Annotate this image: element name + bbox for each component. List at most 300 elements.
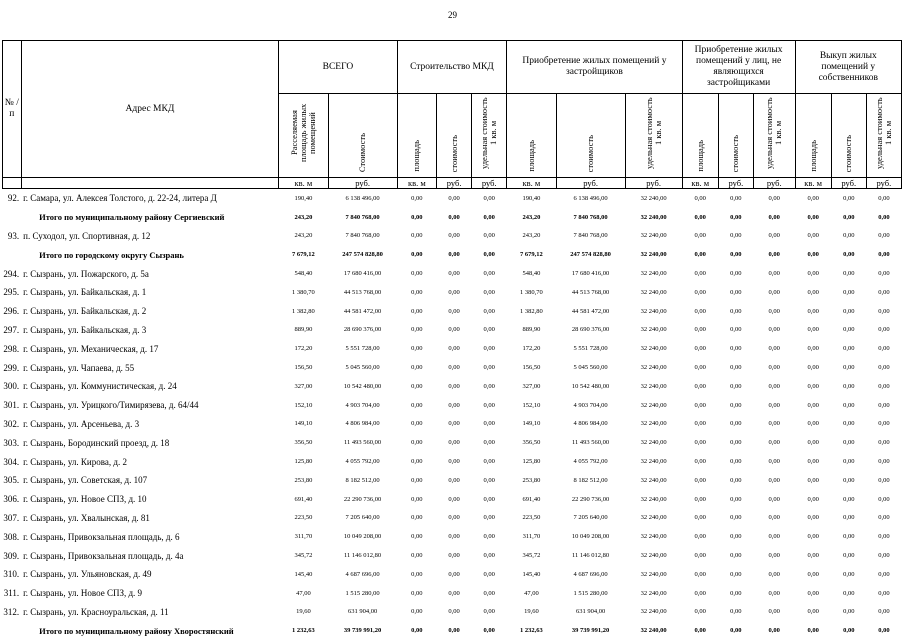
table-row bbox=[3, 433, 902, 452]
row-value: 0,00 bbox=[807, 420, 819, 428]
row-value: 8 182 512,00 bbox=[573, 476, 608, 484]
row-value: 0,00 bbox=[807, 382, 819, 390]
row-value: 0,00 bbox=[768, 476, 780, 484]
row-value: 0,00 bbox=[843, 382, 855, 390]
row-value: 345,72 bbox=[294, 552, 313, 560]
header-cost: стоимость bbox=[843, 134, 854, 172]
row-value: 156,50 bbox=[522, 364, 541, 372]
row-value: 32 240,00 bbox=[640, 552, 667, 560]
row-value: 0,00 bbox=[694, 533, 706, 541]
row-value: 32 240,00 bbox=[640, 251, 667, 259]
row-value: 0,00 bbox=[730, 495, 742, 503]
row-value: 190,40 bbox=[294, 194, 313, 202]
row-value: 0,00 bbox=[448, 364, 460, 372]
row-value: 0,00 bbox=[483, 533, 495, 541]
row-value: 0,00 bbox=[878, 194, 890, 202]
row-value: 5 551 728,00 bbox=[345, 345, 380, 353]
row-value: 32 240,00 bbox=[640, 270, 667, 278]
row-value: 0,00 bbox=[730, 458, 742, 466]
row-value: 172,20 bbox=[522, 345, 541, 353]
row-value: 47,00 bbox=[296, 589, 311, 597]
row-value: 0,00 bbox=[694, 458, 706, 466]
row-value: 32 240,00 bbox=[640, 495, 667, 503]
header-num: № /п bbox=[3, 41, 22, 178]
row-value: 0,00 bbox=[878, 627, 890, 635]
row-value: 0,00 bbox=[878, 570, 890, 578]
row-value: 1 380,70 bbox=[520, 288, 543, 296]
row-value: 0,00 bbox=[878, 552, 890, 560]
row-value: 691,40 bbox=[294, 495, 313, 503]
unit-label: руб. bbox=[472, 178, 507, 189]
row-value: 0,00 bbox=[843, 570, 855, 578]
table-row bbox=[3, 396, 902, 415]
row-value: 0,00 bbox=[730, 345, 742, 353]
row-value: 11 493 560,00 bbox=[344, 439, 382, 447]
row-value: 0,00 bbox=[448, 570, 460, 578]
header-unit-cost: удельная стоимость 1 кв. м bbox=[643, 97, 663, 169]
row-value: 0,00 bbox=[694, 570, 706, 578]
row-value: 0,00 bbox=[843, 533, 855, 541]
row-value: 0,00 bbox=[483, 213, 495, 221]
row-number: 311. bbox=[3, 588, 20, 599]
row-value: 0,00 bbox=[411, 232, 423, 240]
unit-label: руб. bbox=[866, 178, 901, 189]
header-unit-cost: удельная стоимость 1 кв. м bbox=[764, 97, 784, 169]
row-value: 311,70 bbox=[294, 533, 313, 541]
row-address: г. Сызрань, Бородинский проезд, д. 18 bbox=[23, 437, 170, 448]
row-value: 0,00 bbox=[768, 326, 780, 334]
table-row bbox=[3, 490, 902, 509]
table-row bbox=[3, 264, 902, 283]
row-value: 0,00 bbox=[807, 608, 819, 616]
row-value: 0,00 bbox=[483, 458, 495, 466]
row-value: 0,00 bbox=[768, 270, 780, 278]
row-value: 0,00 bbox=[730, 326, 742, 334]
row-address: г. Сызрань, ул. Пожарского, д. 5а bbox=[23, 268, 149, 279]
row-address: г. Сызрань, ул. Ульяновская, д. 49 bbox=[23, 569, 152, 580]
row-value: 0,00 bbox=[411, 326, 423, 334]
row-value: 0,00 bbox=[768, 251, 780, 259]
row-value: 0,00 bbox=[730, 476, 742, 484]
table-row bbox=[3, 302, 902, 321]
row-value: 889,90 bbox=[522, 326, 541, 334]
row-value: 0,00 bbox=[878, 589, 890, 597]
row-value: 0,00 bbox=[448, 401, 460, 409]
row-value: 4 903 704,00 bbox=[573, 401, 608, 409]
row-value: 0,00 bbox=[843, 270, 855, 278]
row-value: 10 049 208,00 bbox=[343, 533, 382, 541]
header-cost: стоимость bbox=[585, 134, 596, 172]
row-value: 0,00 bbox=[843, 364, 855, 372]
row-value: 0,00 bbox=[730, 533, 742, 541]
row-value: 7 840 768,00 bbox=[573, 232, 608, 240]
row-value: 0,00 bbox=[694, 288, 706, 296]
row-value: 32 240,00 bbox=[640, 608, 667, 616]
table-row bbox=[3, 603, 902, 622]
row-value: 125,80 bbox=[294, 458, 313, 466]
row-value: 0,00 bbox=[730, 213, 742, 221]
row-value: 0,00 bbox=[694, 213, 706, 221]
row-value: 0,00 bbox=[843, 608, 855, 616]
row-value: 32 240,00 bbox=[640, 288, 667, 296]
table-row bbox=[3, 358, 902, 377]
row-number: 92. bbox=[7, 193, 20, 204]
row-value: 0,00 bbox=[843, 251, 855, 259]
row-value: 0,00 bbox=[768, 608, 780, 616]
row-address: Итого по городскому округу Сызрань bbox=[39, 249, 184, 260]
row-value: 0,00 bbox=[411, 288, 423, 296]
row-value: 0,00 bbox=[694, 514, 706, 522]
row-value: 17 680 416,00 bbox=[571, 270, 610, 278]
row-value: 5 045 560,00 bbox=[345, 364, 380, 372]
row-value: 0,00 bbox=[730, 382, 742, 390]
row-address: г. Сызрань, ул. Красноуральская, д. 11 bbox=[23, 606, 169, 617]
table-row bbox=[3, 565, 902, 584]
total-row bbox=[3, 621, 902, 640]
row-value: 32 240,00 bbox=[640, 589, 667, 597]
row-value: 0,00 bbox=[448, 326, 460, 334]
row-value: 0,00 bbox=[843, 476, 855, 484]
row-value: 0,00 bbox=[694, 382, 706, 390]
row-value: 327,00 bbox=[522, 382, 541, 390]
row-value: 190,40 bbox=[522, 194, 541, 202]
row-value: 0,00 bbox=[807, 495, 819, 503]
row-number: 294. bbox=[3, 268, 20, 279]
row-value: 223,50 bbox=[522, 514, 541, 522]
row-value: 0,00 bbox=[807, 514, 819, 522]
row-number bbox=[3, 621, 22, 640]
row-value: 247 574 828,80 bbox=[342, 251, 383, 259]
row-value: 145,40 bbox=[522, 570, 541, 578]
row-value: 0,00 bbox=[878, 270, 890, 278]
row-value: 0,00 bbox=[807, 458, 819, 466]
row-value: 0,00 bbox=[768, 495, 780, 503]
row-value: 5 045 560,00 bbox=[573, 364, 608, 372]
total-row bbox=[3, 208, 902, 227]
row-value: 0,00 bbox=[448, 382, 460, 390]
row-value: 0,00 bbox=[807, 345, 819, 353]
row-value: 145,40 bbox=[294, 570, 313, 578]
row-value: 0,00 bbox=[807, 364, 819, 372]
row-value: 0,00 bbox=[878, 232, 890, 240]
row-number bbox=[3, 245, 22, 264]
row-value: 0,00 bbox=[807, 326, 819, 334]
row-value: 0,00 bbox=[878, 213, 890, 221]
row-value: 0,00 bbox=[768, 589, 780, 597]
row-value: 0,00 bbox=[694, 326, 706, 334]
table-row bbox=[3, 415, 902, 434]
table-row bbox=[3, 546, 902, 565]
row-value: 39 739 991,20 bbox=[571, 627, 610, 635]
row-value: 631 904,00 bbox=[575, 608, 606, 616]
unit-label: руб. bbox=[718, 178, 753, 189]
row-value: 47,00 bbox=[524, 589, 539, 597]
row-value: 0,00 bbox=[483, 382, 495, 390]
table-row bbox=[3, 509, 902, 528]
row-value: 4 806 984,00 bbox=[573, 420, 608, 428]
row-value: 0,00 bbox=[878, 420, 890, 428]
row-value: 0,00 bbox=[448, 552, 460, 560]
row-value: 7 679,12 bbox=[292, 251, 315, 259]
row-value: 0,00 bbox=[694, 495, 706, 503]
row-value: 0,00 bbox=[878, 401, 890, 409]
row-value: 0,00 bbox=[730, 627, 742, 635]
row-value: 0,00 bbox=[483, 514, 495, 522]
row-value: 0,00 bbox=[448, 495, 460, 503]
row-address: г. Сызрань, ул. Арсеньева, д. 3 bbox=[23, 418, 140, 429]
unit-label: кв. м bbox=[507, 178, 556, 189]
row-value: 22 290 736,00 bbox=[343, 495, 382, 503]
row-value: 0,00 bbox=[807, 401, 819, 409]
row-value: 0,00 bbox=[411, 533, 423, 541]
row-value: 0,00 bbox=[878, 326, 890, 334]
row-value: 0,00 bbox=[448, 627, 460, 635]
row-value: 0,00 bbox=[768, 232, 780, 240]
row-value: 0,00 bbox=[448, 589, 460, 597]
row-value: 0,00 bbox=[807, 232, 819, 240]
row-value: 4 806 984,00 bbox=[345, 420, 380, 428]
header-buyout-owners: Выкуп жилых помещений у собственников bbox=[795, 41, 901, 94]
row-value: 44 513 768,00 bbox=[343, 288, 382, 296]
row-value: 10 542 480,00 bbox=[343, 382, 382, 390]
row-value: 0,00 bbox=[411, 364, 423, 372]
row-value: 0,00 bbox=[448, 345, 460, 353]
header-area-total: Расселяемая площадь жилых помещений bbox=[288, 103, 317, 163]
row-value: 0,00 bbox=[448, 439, 460, 447]
row-value: 32 240,00 bbox=[640, 627, 667, 635]
row-value: 0,00 bbox=[768, 458, 780, 466]
row-value: 6 138 496,00 bbox=[345, 194, 380, 202]
row-value: 0,00 bbox=[483, 476, 495, 484]
row-value: 0,00 bbox=[694, 476, 706, 484]
row-value: 0,00 bbox=[694, 589, 706, 597]
row-value: 39 739 991,20 bbox=[343, 627, 382, 635]
row-value: 1 515 280,00 bbox=[573, 589, 608, 597]
row-value: 0,00 bbox=[807, 194, 819, 202]
row-value: 0,00 bbox=[807, 570, 819, 578]
header-unit-cost: удельная стоимость 1 кв. м bbox=[873, 97, 893, 169]
row-value: 0,00 bbox=[843, 194, 855, 202]
row-value: 0,00 bbox=[694, 552, 706, 560]
row-value: 0,00 bbox=[878, 307, 890, 315]
row-value: 0,00 bbox=[843, 326, 855, 334]
row-number: 306. bbox=[3, 494, 20, 505]
row-value: 0,00 bbox=[878, 345, 890, 353]
row-value: 0,00 bbox=[768, 288, 780, 296]
row-value: 22 290 736,00 bbox=[571, 495, 610, 503]
header-purchase-non-developers: Приобретение жилых помещений у лиц, не являющихся застройщиками bbox=[682, 41, 795, 94]
row-value: 0,00 bbox=[411, 307, 423, 315]
row-value: 0,00 bbox=[483, 608, 495, 616]
row-value: 149,10 bbox=[294, 420, 313, 428]
row-value: 0,00 bbox=[730, 401, 742, 409]
row-value: 0,00 bbox=[730, 251, 742, 259]
row-value: 0,00 bbox=[483, 420, 495, 428]
row-value: 0,00 bbox=[411, 570, 423, 578]
row-value: 0,00 bbox=[411, 251, 423, 259]
row-value: 7 205 640,00 bbox=[345, 514, 380, 522]
row-value: 0,00 bbox=[843, 232, 855, 240]
row-value: 0,00 bbox=[843, 401, 855, 409]
table-row bbox=[3, 584, 902, 603]
row-value: 32 240,00 bbox=[640, 213, 667, 221]
row-value: 0,00 bbox=[730, 439, 742, 447]
row-value: 0,00 bbox=[411, 608, 423, 616]
row-value: 4 687 696,00 bbox=[573, 570, 608, 578]
row-value: 0,00 bbox=[694, 194, 706, 202]
row-value: 0,00 bbox=[878, 288, 890, 296]
row-value: 0,00 bbox=[411, 345, 423, 353]
row-value: 0,00 bbox=[411, 382, 423, 390]
row-address: г. Сызрань, ул. Кирова, д. 2 bbox=[23, 456, 127, 467]
unit-label: руб. bbox=[831, 178, 866, 189]
row-value: 10 542 480,00 bbox=[571, 382, 610, 390]
row-value: 0,00 bbox=[730, 570, 742, 578]
row-value: 0,00 bbox=[878, 608, 890, 616]
row-value: 0,00 bbox=[768, 382, 780, 390]
row-value: 4 055 792,00 bbox=[573, 458, 608, 466]
row-value: 0,00 bbox=[448, 194, 460, 202]
row-value: 253,80 bbox=[294, 476, 313, 484]
row-value: 0,00 bbox=[448, 251, 460, 259]
row-value: 0,00 bbox=[483, 270, 495, 278]
row-value: 0,00 bbox=[483, 232, 495, 240]
row-address: г. Сызрань, ул. Механическая, д. 17 bbox=[23, 343, 159, 354]
row-value: 0,00 bbox=[730, 608, 742, 616]
header-cost: стоимость bbox=[730, 134, 741, 172]
row-value: 32 240,00 bbox=[640, 364, 667, 372]
row-value: 327,00 bbox=[294, 382, 313, 390]
row-value: 243,20 bbox=[294, 213, 313, 221]
row-number: 295. bbox=[3, 287, 20, 298]
unit-label: руб. bbox=[625, 178, 682, 189]
row-value: 0,00 bbox=[807, 288, 819, 296]
table-body bbox=[3, 189, 902, 640]
row-value: 1 382,80 bbox=[520, 307, 543, 315]
row-number: 304. bbox=[3, 456, 20, 467]
row-number: 296. bbox=[3, 306, 20, 317]
row-value: 0,00 bbox=[411, 439, 423, 447]
row-value: 0,00 bbox=[768, 533, 780, 541]
row-value: 149,10 bbox=[522, 420, 541, 428]
header-construction: Строительство МКД bbox=[397, 41, 507, 94]
row-value: 0,00 bbox=[768, 627, 780, 635]
unit-label: кв. м bbox=[795, 178, 831, 189]
row-value: 0,00 bbox=[843, 495, 855, 503]
row-value: 0,00 bbox=[448, 458, 460, 466]
row-address: г. Сызрань, ул. Урицкого/Тимирязева, д. 64/44 bbox=[23, 400, 199, 411]
row-number: 302. bbox=[3, 418, 20, 429]
row-value: 0,00 bbox=[483, 627, 495, 635]
table-row bbox=[3, 452, 902, 471]
unit-label: кв. м bbox=[397, 178, 436, 189]
row-value: 0,00 bbox=[807, 627, 819, 635]
row-value: 0,00 bbox=[843, 458, 855, 466]
row-value: 0,00 bbox=[448, 420, 460, 428]
row-value: 0,00 bbox=[483, 307, 495, 315]
page-number: 29 bbox=[448, 10, 457, 20]
row-value: 0,00 bbox=[411, 458, 423, 466]
row-value: 0,00 bbox=[807, 476, 819, 484]
row-value: 0,00 bbox=[843, 345, 855, 353]
row-value: 0,00 bbox=[411, 552, 423, 560]
row-address: г. Сызрань, ул. Байкальская, д. 1 bbox=[23, 287, 147, 298]
row-value: 243,20 bbox=[294, 232, 313, 240]
row-value: 0,00 bbox=[411, 270, 423, 278]
housing-table bbox=[2, 40, 902, 640]
row-value: 1 380,70 bbox=[292, 288, 315, 296]
header-unit-cost: удельная стоимость 1 кв. м bbox=[479, 97, 499, 169]
unit-label: руб. bbox=[328, 178, 397, 189]
row-address: г. Сызрань, ул. Новое СПЗ, д. 10 bbox=[23, 494, 147, 505]
row-value: 548,40 bbox=[522, 270, 541, 278]
row-address: Итого по муниципальному району Хворостянский bbox=[39, 625, 234, 636]
row-value: 0,00 bbox=[483, 495, 495, 503]
row-value: 1 232,63 bbox=[520, 627, 543, 635]
row-value: 7 840 768,00 bbox=[345, 213, 380, 221]
row-value: 0,00 bbox=[807, 589, 819, 597]
row-address: Итого по муниципальному району Сергиевский bbox=[39, 212, 225, 223]
row-value: 631 904,00 bbox=[347, 608, 378, 616]
row-value: 0,00 bbox=[694, 345, 706, 353]
header-cost: стоимость bbox=[448, 134, 459, 172]
header-group-row bbox=[3, 41, 902, 94]
row-value: 0,00 bbox=[411, 495, 423, 503]
row-value: 0,00 bbox=[878, 382, 890, 390]
row-value: 0,00 bbox=[483, 570, 495, 578]
unit-label: руб. bbox=[556, 178, 625, 189]
row-value: 0,00 bbox=[807, 307, 819, 315]
row-value: 11 146 012,80 bbox=[344, 552, 382, 560]
row-address: г. Самара, ул. Алексея Толстого, д. 22-24, литера Д bbox=[23, 193, 217, 204]
row-value: 0,00 bbox=[483, 326, 495, 334]
row-value: 0,00 bbox=[411, 627, 423, 635]
table-row bbox=[3, 283, 902, 302]
row-number: 299. bbox=[3, 362, 20, 373]
row-value: 0,00 bbox=[768, 307, 780, 315]
row-value: 0,00 bbox=[843, 514, 855, 522]
row-value: 0,00 bbox=[694, 420, 706, 428]
row-value: 548,40 bbox=[294, 270, 313, 278]
row-value: 8 182 512,00 bbox=[345, 476, 380, 484]
unit-label: кв. м bbox=[279, 178, 328, 189]
row-value: 32 240,00 bbox=[640, 458, 667, 466]
row-address: г. Сызрань, ул. Советская, д. 107 bbox=[23, 475, 148, 486]
table-row bbox=[3, 189, 902, 208]
row-value: 4 903 704,00 bbox=[345, 401, 380, 409]
row-value: 7 205 640,00 bbox=[573, 514, 608, 522]
row-value: 691,40 bbox=[522, 495, 541, 503]
row-value: 0,00 bbox=[483, 364, 495, 372]
row-value: 0,00 bbox=[843, 420, 855, 428]
row-value: 0,00 bbox=[768, 364, 780, 372]
row-value: 0,00 bbox=[411, 420, 423, 428]
row-value: 0,00 bbox=[878, 533, 890, 541]
row-value: 0,00 bbox=[448, 270, 460, 278]
row-value: 0,00 bbox=[807, 213, 819, 221]
row-value: 0,00 bbox=[483, 251, 495, 259]
row-value: 0,00 bbox=[694, 232, 706, 240]
row-number: 305. bbox=[3, 475, 20, 486]
row-value: 0,00 bbox=[730, 514, 742, 522]
row-value: 32 240,00 bbox=[640, 570, 667, 578]
row-value: 32 240,00 bbox=[640, 514, 667, 522]
row-value: 28 690 376,00 bbox=[343, 326, 382, 334]
row-value: 11 146 012,80 bbox=[572, 552, 610, 560]
row-value: 0,00 bbox=[768, 345, 780, 353]
row-value: 0,00 bbox=[768, 213, 780, 221]
row-value: 0,00 bbox=[843, 439, 855, 447]
